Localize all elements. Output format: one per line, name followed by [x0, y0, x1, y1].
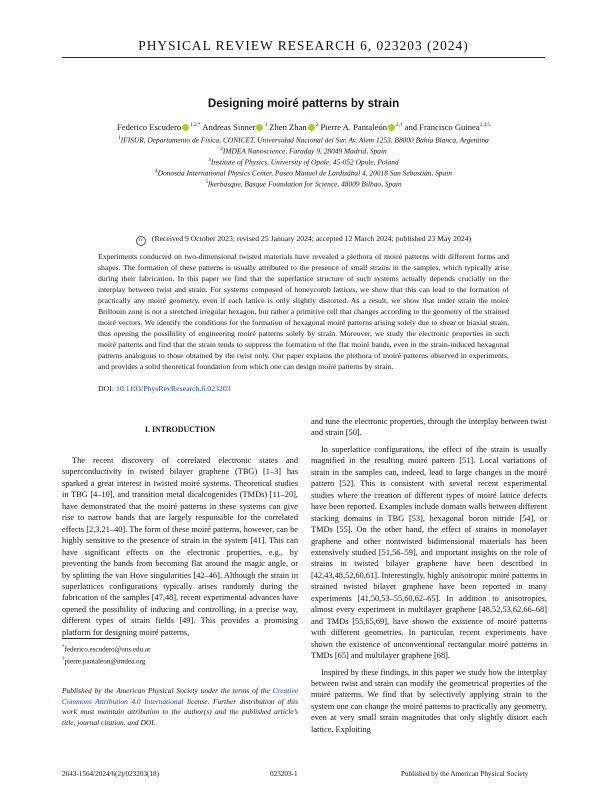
author-affil: 1,2,* — [190, 122, 201, 129]
affiliation: $^2$IMDEA Nanoscience, Faraday 9, 28049 Madrid, Spain — [220, 146, 387, 156]
author-name[interactable]: Pierre A. Pantaleón — [320, 122, 388, 132]
license-note: Published by the American Physical Society under the terms of the Creative Commons Attribution 4.0 International license. Further distribution of this work must maintain attribution to the author(s) and the published article’s title, journal citation, and DOI. — [62, 686, 298, 727]
affiliation: $^3$Institute of Physics, University of Opole, 45-052 Opole, Poland — [208, 157, 399, 167]
section-heading: I. INTRODUCTION — [144, 425, 216, 434]
author-name[interactable]: Andreas Sinner — [202, 122, 256, 132]
license-link[interactable]: Creative Commons Attribution 4.0 International — [62, 686, 298, 706]
footer-publisher: Published by the American Physical Society — [401, 770, 529, 778]
footnote-email[interactable]: †pierre.pantaleon@imdea.org — [62, 657, 146, 666]
intro-column-2 — [311, 416, 547, 735]
footer-issn: 2643-1564/2024/6(2)/023203(18) — [62, 770, 160, 778]
author-name[interactable]: Zhen Zhan — [269, 122, 307, 132]
intro-paragraph-2: In superlattice configurations, the effect of the strain is usually magnified in the resulting moiré pattern [51]. Local variations of strain in the samples can, indeed, lead to large changes in the moiré pattern [52]. This is consistent with several recent experimental studies where the creation of different types of moiré lattice defects have been reported. Examples include domain walls between different stacking domains in TBG [53], hexagonal boron nitride [54], or TMDs [55]. On the other hand, the effect of strains in monolayer graphene and other nontwisted bidimensional materials has been extensively studied [51,56–59], and important insights on the role of strains in twisted bilayer graphene have been described in [42,43,48,52,60,61]. Interestingly, highly anisotropic moiré patterns in strained twisted bilayer graphene have been reported in many experiments [41,50,53–55,60,62–65]. In addition to anisotropies, almost every experiment in multilayer graphene [48,52,53,62,66–68] and TMDs [55,65,69], have shown the existence of moiré patterns with different geometries. In particular, recent experiments have shown the existence of unconventional rectangular moiré patterns in TMDs [65] and multilayer graphene [68]. — [311, 444, 547, 661]
footer-page: 023203-1 — [270, 770, 298, 778]
doi-link[interactable]: 10.1103/PhysRevResearch.6.023203 — [115, 384, 231, 393]
received-dates: cc (Received 9 October 2023; revised 25 January 2024; accepted 12 March 2024; published 23 May 2024) — [20, 234, 587, 246]
journal-header: PHYSICAL REVIEW RESEARCH 6, 023203 (2024) — [138, 38, 469, 53]
author-name[interactable]: Federico Escudero — [116, 122, 182, 132]
affiliation: $^5$Ikerbasque, Basque Foundation for Science, 48009 Bilbao, Spain — [205, 179, 402, 189]
author-name[interactable]: Francisco Guinea — [419, 122, 480, 132]
orcid-icon[interactable] — [388, 124, 395, 131]
author-list — [30, 122, 577, 132]
doi-label: DOI: — [98, 384, 115, 393]
doi-line — [98, 384, 231, 393]
header-rule — [62, 57, 545, 58]
affiliation: $^4$Donostia International Physics Center, Paseo Manuel de Lardizábal 4, 20018 San Sebastián, Spain — [155, 168, 452, 178]
intro-paragraph-1: The recent discovery of correlated electronic states and superconductivity in twisted bilayer graphene (TBG) [1–3] has sparked a great interest in twisted moiré systems. Theoretical studies in TBG [4–10], and transition metal dicalcogenides (TMDs) [11–20], have demonstrated that the moiré patterns in these systems can give rise to narrow bands that are largely responsible for the correlated effects [2,3,21–40]. The form of these moiré patterns, however, can be highly sensitive to the presence of strain in the system [41]. This can have significant effects on the electronic properties, e.g., by preventing the bands from becoming flat around the magic angle, or by splitting the van Hove singularities [42–46]. Although the strain in superlattices configurations typically arises randomly during the fabrication of the samples [47,48], recent experimental advances have opened the possibility of inducing and controlling, in a precise way, different types of strain fields [49]. This provides a promising platform for designing moiré patterns, — [62, 456, 298, 637]
author-and: and — [404, 122, 418, 132]
intro-paragraph-3: Inspired by these findings, in this paper we study how the interplay between twist and strain can modify the geometrical properties of the moiré patterns. We find that by selectively applying strain to the system one can change the moiré patterns to practically any geometry, even at very small strain magnitudes that only slightly distort each lattice. Exploiting — [311, 667, 547, 734]
affiliation: $^1$IFISUR, Departamento de Física, CONICET, Universidad Nacional del Sur, Av. Alem 1253, B8000 Bahía Blanca, Argentina — [118, 135, 489, 145]
intro-paragraph-cont: and tune the electronic properties, through the interplay between twist and strain [50]. — [311, 417, 547, 438]
orcid-icon[interactable] — [256, 124, 263, 131]
orcid-icon[interactable] — [182, 124, 189, 131]
open-access-icon: cc — [136, 236, 146, 246]
orcid-icon[interactable] — [308, 124, 315, 131]
abstract: Experiments conducted on two-dimensional twisted materials have revealed a plethora of moiré patterns with different forms and shapes. The formation of these patterns is usually attributed to the presence of small strains in the samples, which typically arise during their fabrication. In this paper we find that the superlattice structure of such systems actually depends crucially on the interplay between twist and strain. For systems composed of honeycomb lattices, we show that this can lead to the formation of practically any moiré geometry, even if each lattice is only slightly distorted. As a result, we show that under strain the moiré Brillouin zone is not a stretched irregular hexagon, but rather a primitive cell that changes according to the geometry of the strained moiré vectors. We identify the conditions for the formation of hexagonal moiré patterns arising solely due to shear or biaxial strain, thus opening the possibility of engineering moiré patterns solely by strain. Moreover, we study the electronic properties in such moiré patterns and find that the strain tends to suppress the formation of the flat moiré bands, even in the strain-induced hexagonal patterns analogous to those obtained by the twist only. Our paper explains the plethora of moiré patterns observed in experiments, and provides a solid theoretical foundation from which one can design moiré patterns by strain. — [98, 252, 509, 372]
author-affil: 3 — [264, 122, 268, 129]
author-affil: 2 — [315, 122, 319, 129]
footnote-email[interactable]: *federico.escudero@uns.edu.ar — [62, 645, 151, 654]
author-affil: 2,† — [396, 122, 403, 129]
footnote-rule — [62, 638, 120, 639]
author-affil: 2,4,5 — [479, 122, 491, 129]
article-title: Designing moiré patterns by strain — [207, 97, 400, 110]
